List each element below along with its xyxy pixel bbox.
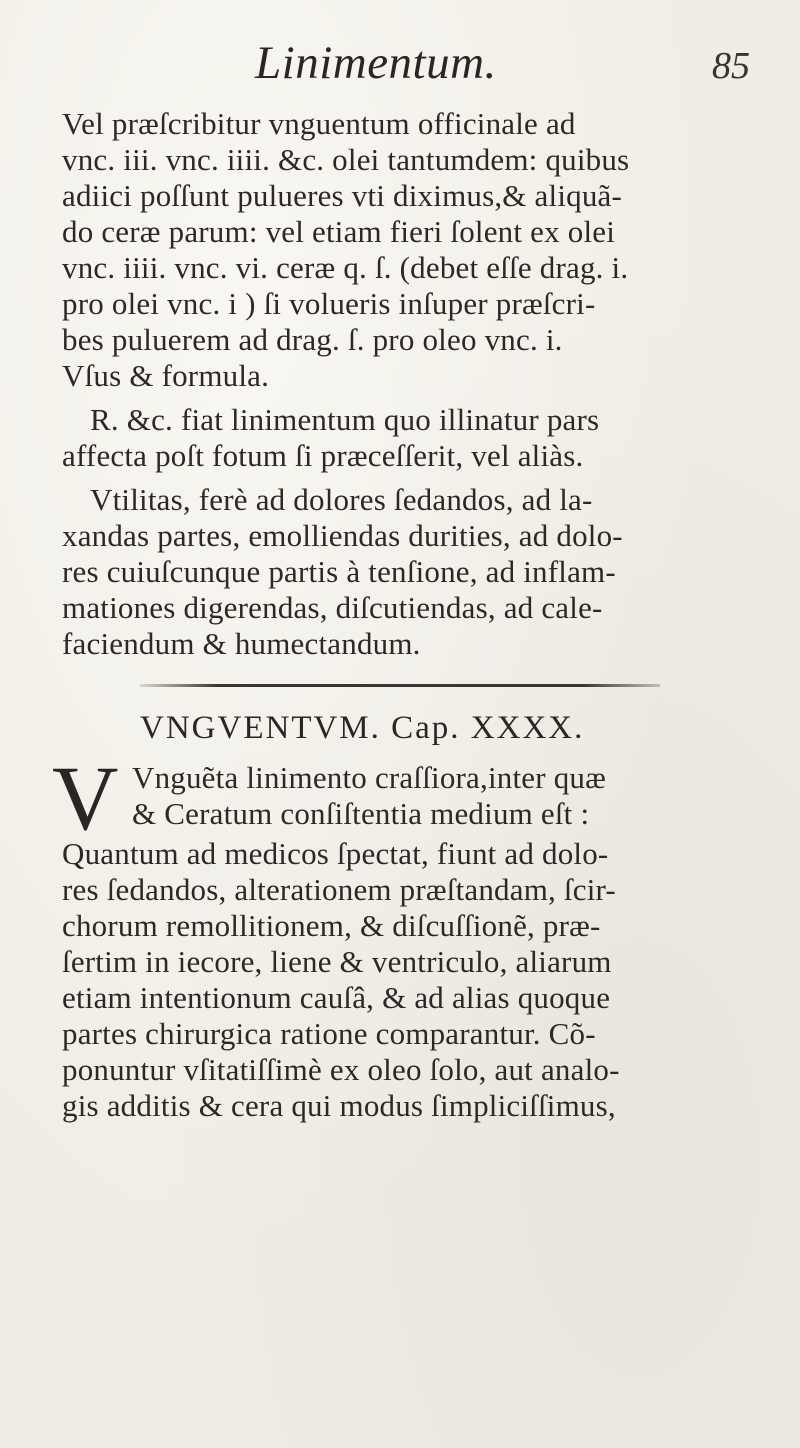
text-line: adiici poſſunt pulueres vti diximus,& aliquã- bbox=[62, 178, 623, 213]
page-header bbox=[0, 30, 800, 90]
text-line: R. &c. fiat linimentum quo illinatur pars bbox=[90, 402, 600, 437]
text-line: ponuntur vſitatiſſimè ex oleo ſolo, aut analo- bbox=[62, 1052, 620, 1087]
text-line: Vtilitas, ferè ad dolores ſedandos, ad la- bbox=[90, 482, 593, 517]
text-line: Vnguẽta linimento craſſiora,inter quæ bbox=[132, 760, 606, 795]
page-number: 85 bbox=[712, 45, 750, 87]
text-line: Quantum ad medicos ſpectat, fiunt ad dolo- bbox=[62, 836, 609, 871]
section-label: Vſus & formula. bbox=[62, 358, 270, 393]
text-line: affecta poſt fotum ſi præceſſerit, vel aliàs. bbox=[62, 438, 584, 473]
text-line: chorum remollitionem, & diſcuſſionẽ, præ- bbox=[62, 908, 601, 943]
text-line: & Ceratum conſiſtentia medium eſt : bbox=[132, 796, 590, 831]
text-line: vnc. iii. vnc. iiii. &c. olei tantumdem: quibus bbox=[62, 142, 630, 177]
text-line: partes chirurgica ratione comparantur. Cõ- bbox=[62, 1016, 596, 1051]
text-line: res ſedandos, alterationem præſtandam, ſcir- bbox=[62, 872, 616, 907]
text-line: do ceræ parum: vel etiam fieri ſolent ex olei bbox=[62, 214, 616, 249]
section-divider bbox=[140, 684, 660, 687]
text-line: bes puluerem ad drag. ſ. pro oleo vnc. i. bbox=[62, 322, 563, 357]
text-line: mationes digerendas, diſcutiendas, ad cale- bbox=[62, 590, 603, 625]
running-title: Linimentum. bbox=[255, 37, 497, 89]
text-line: pro olei vnc. i ) ſi volueris inſuper præſcri- bbox=[62, 286, 596, 321]
text-line: ſertim in iecore, liene & ventriculo, aliarum bbox=[62, 944, 612, 979]
text-line: xandas partes, emolliendas durities, ad dolo- bbox=[62, 518, 623, 553]
text-line: faciendum & humectandum. bbox=[62, 626, 421, 661]
drop-cap: V bbox=[52, 747, 119, 849]
text-line: gis additis & cera qui modus ſimpliciſſimus, bbox=[62, 1088, 616, 1123]
chapter-heading: VNGVENTVM. Cap. XXXX. bbox=[140, 710, 585, 746]
text-line: Vel præſcribitur vnguentum officinale ad bbox=[62, 106, 576, 141]
text-line: res cuiuſcunque partis à tenſione, ad inflam- bbox=[62, 554, 616, 589]
text-line: etiam intentionum cauſâ, & ad alias quoque bbox=[62, 980, 611, 1015]
text-line: vnc. iiii. vnc. vi. ceræ q. ſ. (debet eſſe drag. i. bbox=[62, 250, 629, 285]
